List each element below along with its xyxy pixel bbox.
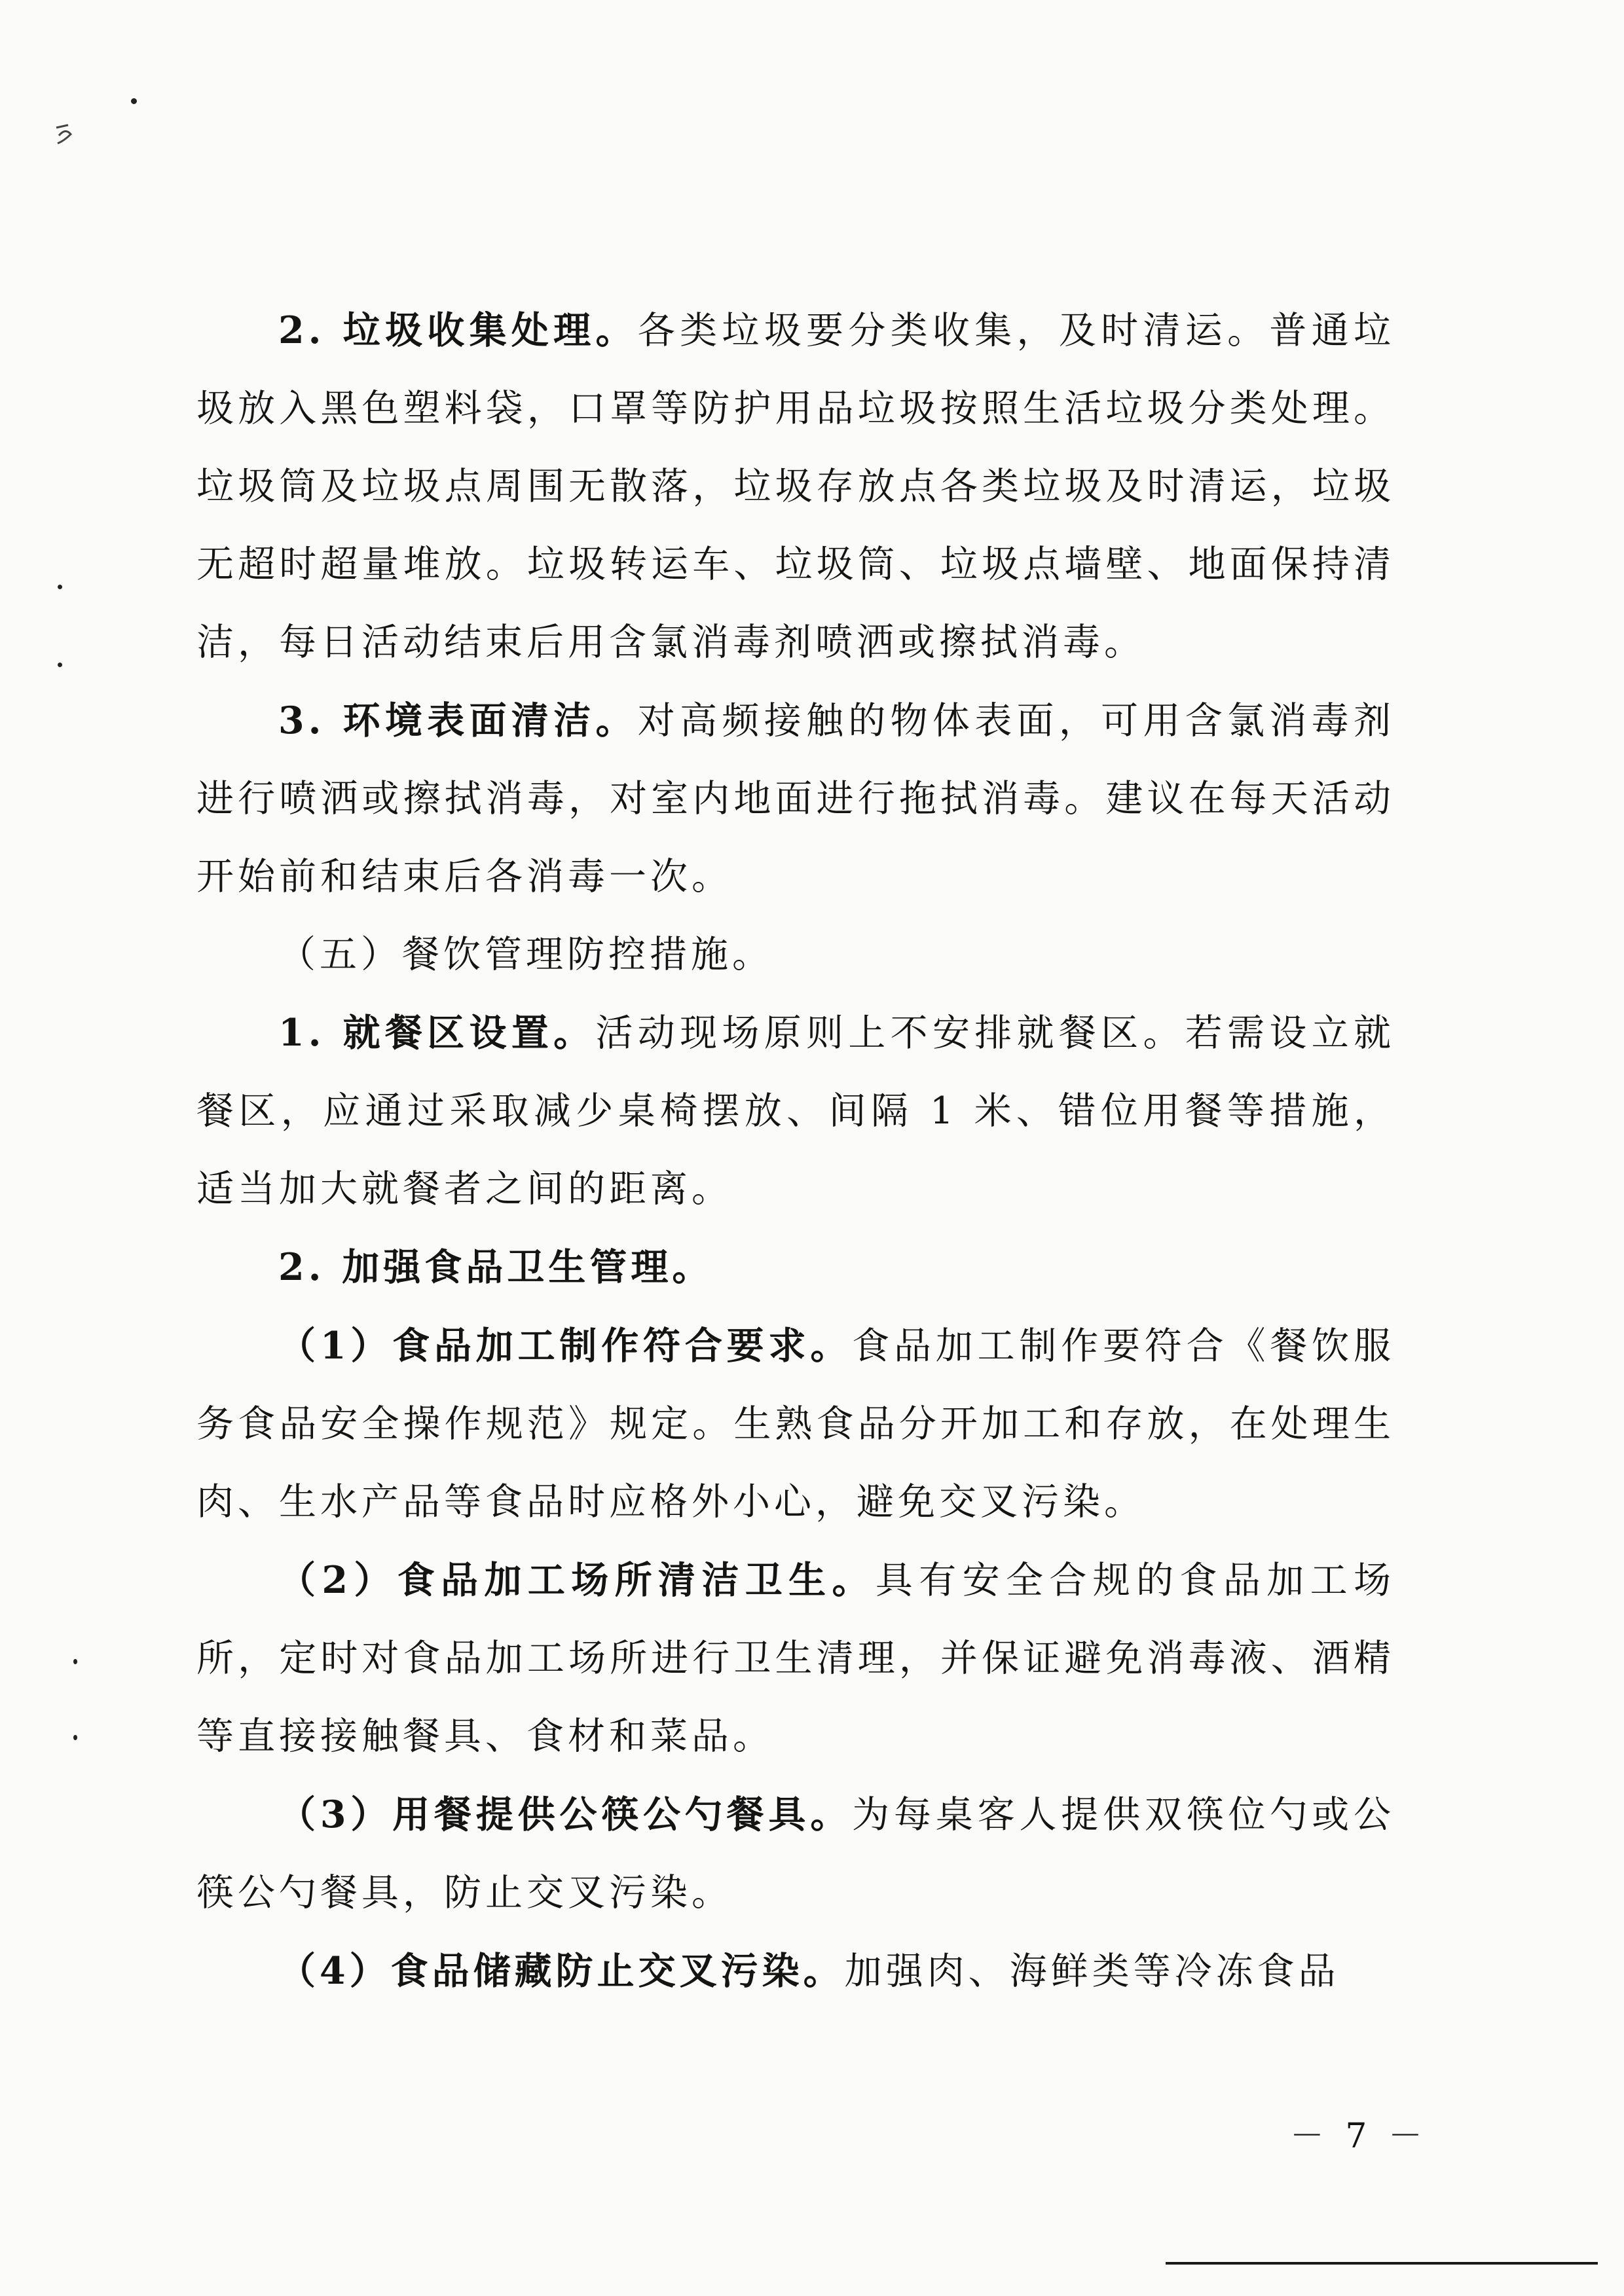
paragraph [196, 1307, 1395, 1541]
page-number: － 7 － [1289, 2117, 1428, 2156]
paragraph [196, 291, 1395, 682]
section-heading [196, 916, 1395, 994]
scan-speck [58, 585, 62, 589]
scan-speck [131, 98, 137, 104]
paragraph-body: 活动现场原则上不安排就餐区。若需设立就餐区，应通过采取减少桌椅摆放、间隔 1 米、错位用餐等措施，适当加大就餐者之间的距离。 [196, 1011, 1395, 1211]
paragraph-heading: 2. 垃圾收集处理。 [278, 308, 638, 352]
scan-speck [73, 1735, 77, 1740]
paragraph-body: 为每桌客人提供双筷位勺或公筷公勺餐具，防止交叉污染。 [196, 1793, 1395, 1914]
paragraph-body: 具有安全合规的食品加工场所，定时对食品加工场所进行卫生清理，并保证避免消毒液、酒精等直接接触餐具、食材和菜品。 [196, 1559, 1395, 1758]
paragraph-heading: （1）食品加工制作符合要求。 [278, 1324, 853, 1368]
scan-speck [58, 663, 62, 667]
paragraph-heading: （2）食品加工场所清洁卫生。 [278, 1558, 876, 1602]
paragraph [196, 1932, 1395, 2011]
paragraph-body: 食品加工制作要符合《餐饮服务食品安全操作规范》规定。生熟食品分开加工和存放，在处理生肉、生水产品等食品时应格外小心，避免交叉污染。 [196, 1324, 1395, 1523]
paragraph [196, 1541, 1395, 1776]
paragraph [196, 1776, 1395, 1932]
paragraph [196, 994, 1395, 1228]
paragraph-body: 各类垃圾要分类收集，及时清运。普通垃圾放入黑色塑料袋，口罩等防护用品垃圾按照生活垃圾分类处理。垃圾筒及垃圾点周围无散落，垃圾存放点各类垃圾及时清运，垃圾无超时超量堆放。垃圾转运车、垃圾筒、垃圾点墙壁、地面保持清洁，每日活动结束后用含氯消毒剂喷洒或擦拭消毒。 [196, 309, 1395, 664]
footer-rule [1166, 2262, 1598, 2265]
scan-speck [73, 1659, 77, 1664]
paragraph-heading: 3. 环境表面清洁。 [278, 699, 638, 742]
paragraph [196, 1228, 1395, 1307]
paragraph-heading: （4）食品储藏防止交叉污染。 [278, 1949, 845, 1993]
paragraph-body: （五）餐饮管理防控措施。 [278, 933, 773, 976]
paragraph-body: 加强肉、海鲜类等冷冻食品 [844, 1950, 1340, 1993]
paragraph-heading: 1. 就餐区设置。 [278, 1011, 596, 1055]
paragraph-body: 对高频接触的物体表面，可用含氯消毒剂进行喷洒或擦拭消毒，对室内地面进行拖拭消毒。建议在每天活动开始前和结束后各消毒一次。 [196, 699, 1395, 898]
paragraph-heading: （3）用餐提供公筷公勺餐具。 [278, 1793, 853, 1836]
scan-mark-icon [51, 121, 90, 147]
body-text [196, 291, 1395, 2011]
paragraph [196, 682, 1395, 916]
paragraph-heading: 2. 加强食品卫生管理。 [278, 1245, 714, 1289]
